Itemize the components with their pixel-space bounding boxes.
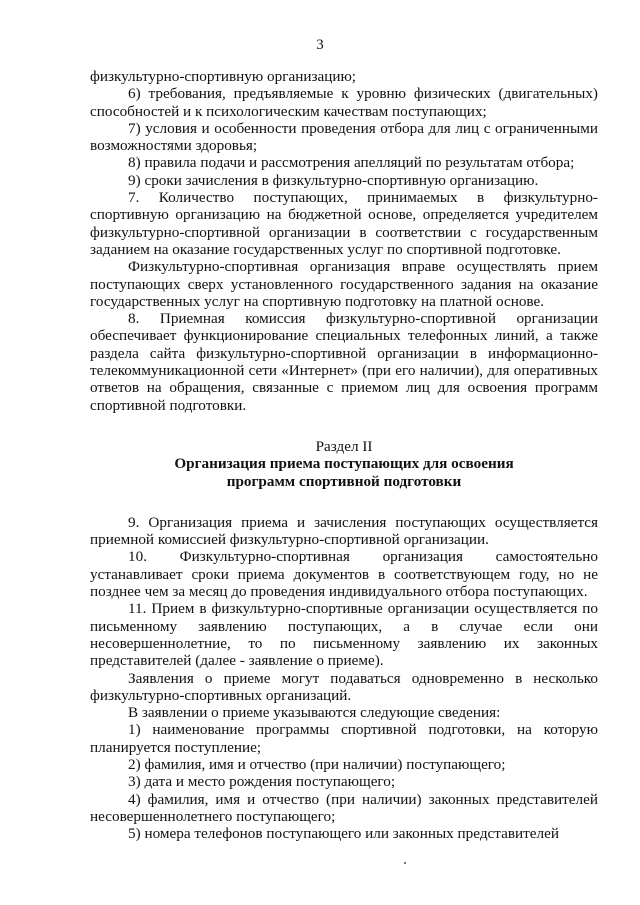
scan-dot-mark — [404, 862, 406, 864]
section-label: Раздел II — [315, 437, 373, 455]
paragraph: 7. Количество поступающих, принимаемых в физкультурно-спортивную организацию на бюджетной основе, определяется учредителем физкультурно-спортивной организации в соответствии с государственным заданием на оказание государственных услуг по спортивной подготовке. — [90, 189, 598, 258]
section-title-line-1: Организация приема поступающих для освоения — [174, 455, 514, 473]
paragraph: 9. Организация приема и зачисления поступающих осуществляется приемной комиссией физкультурно-спортивной организации. — [90, 513, 598, 549]
paragraph: 4) фамилия, имя и отчество (при наличии) законных представителей несовершеннолетнего поступающего; — [90, 790, 598, 825]
paragraph: физкультурно-спортивную организацию; — [90, 68, 357, 85]
paragraph: В заявлении о приеме указываются следующие сведения: — [128, 704, 501, 722]
paragraph: 3) дата и место рождения поступающего; — [128, 773, 396, 791]
paragraphs-after-section — [90, 514, 598, 843]
section-title — [90, 455, 598, 490]
paragraph: 5) номера телефонов поступающего или законных представителей — [128, 825, 559, 843]
paragraph: 11. Прием в физкультурно-спортивные организации осуществляется по письменному заявлению поступающих, а в случае если они несовершеннолетние, то по письменному заявлению их законных представителей (далее - заявление о приеме). — [90, 600, 598, 670]
paragraph: 9) сроки зачисления в физкультурно-спортивную организацию. — [128, 171, 539, 189]
paragraph: 2) фамилия, имя и отчество (при наличии) поступающего; — [128, 755, 506, 773]
paragraph: Физкультурно-спортивная организация вправе осуществлять прием поступающих сверх установленного государственного задания на оказание государственных услуг на спортивную подготовку на платной основе. — [90, 258, 598, 310]
paragraph: 8) правила подачи и рассмотрения апелляций по результатам отбора; — [128, 154, 575, 172]
section-title-line-2: программ спортивной подготовки — [226, 472, 462, 490]
paragraph: 6) требования, предъявляемые к уровню физических (двигательных) способностей и к психологическим качествам поступающих; — [90, 85, 598, 120]
paragraph: 10. Физкультурно-спортивная организация самостоятельно устанавливает сроки приема документов в соответствующем году, но не позднее чем за месяц до проведения индивидуального отбора поступающих. — [90, 548, 598, 601]
page-number: 3 — [316, 37, 324, 53]
paragraphs-before-section — [90, 68, 598, 414]
paragraph: 8. Приемная комиссия физкультурно-спортивной организации обеспечивает функционирование специальных телефонных линий, а также раздела сайта физкультурно-спортивной организации в информационно-телекоммуникационной сети «Интернет» (при его наличии), для оперативных ответов на обращения, связанные с приемом лиц для освоения программ спортивной подготовки. — [90, 310, 598, 414]
paragraph: 7) условия и особенности проведения отбора для лиц с ограниченными возможностями здоровья; — [90, 119, 598, 155]
paragraph: Заявления о приеме могут подаваться одновременно в несколько физкультурно-спортивных организаций. — [90, 669, 598, 704]
document-body — [90, 68, 598, 842]
paragraph: 1) наименование программы спортивной подготовки, на которую планируется поступление; — [90, 721, 598, 756]
